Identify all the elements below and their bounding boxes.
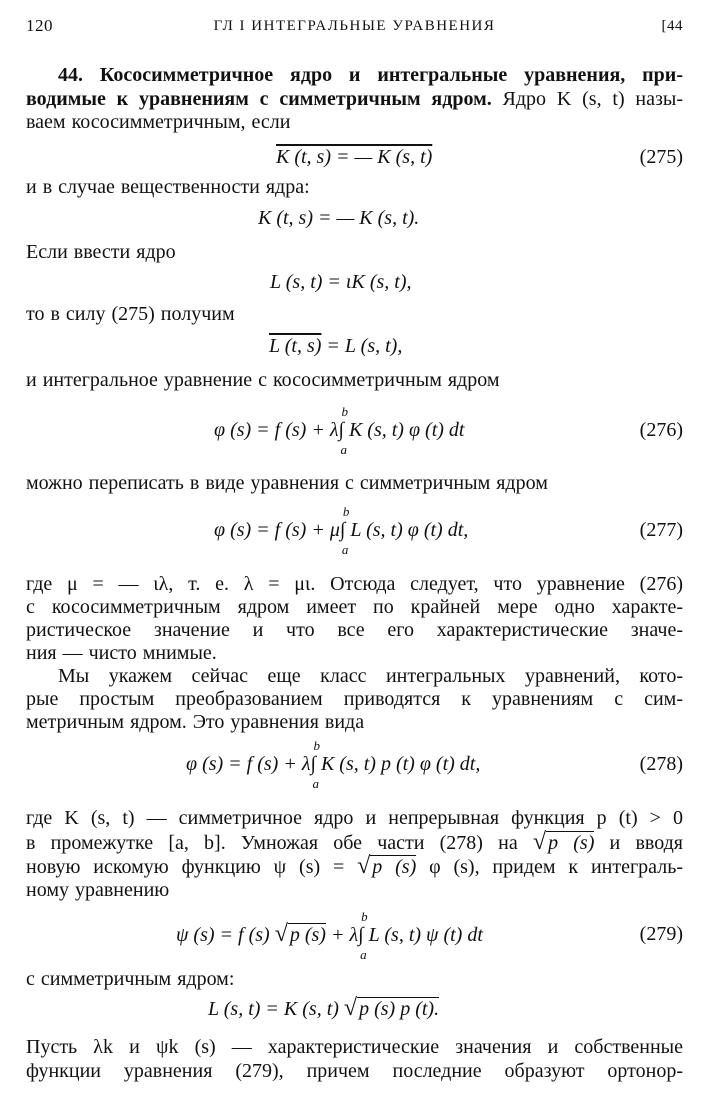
page-number: 120 (26, 16, 53, 35)
equation-278 (26, 738, 683, 792)
integral-sign: ∫ b a (339, 504, 350, 557)
integral-sign: ∫ b a (358, 909, 368, 962)
equation-body: K (t, s) = — K (s, t). (258, 207, 420, 229)
text-line: то в силу (275) получим (26, 303, 235, 325)
text-line: где μ = — ιλ, т. е. λ = μι. Отсюда следует, что уравнение (276) (26, 573, 683, 595)
integral-sign: ∫ b a (310, 738, 320, 791)
sqrt-expression: p (s) (548, 832, 595, 854)
section-heading-line-2 (26, 88, 683, 111)
text-line: Мы укажем сейчас еще класс интегральных уравнений, кото- (58, 665, 683, 687)
section-number: 44. (58, 64, 83, 86)
text-line: с кососимметричным ядром имеет по крайней мере одно характе- (26, 596, 683, 618)
text-line: рые простым преобразованием приводятся к уравнениям с сим- (26, 688, 683, 710)
equation-body: ψ (s) = f (s) √ p (s) + λ∫ b a L (s, t) ψ (t) dt (176, 909, 483, 962)
chapter-title: ГЛ I ИНТЕГРАЛЬНЫЕ УРАВНЕНИЯ (213, 18, 496, 34)
section-marker: [44 (661, 18, 683, 34)
section-title-part-1: Кососимметричное ядро и интегральные уравнения, при- (99, 64, 683, 86)
equation-L-conjugate (26, 334, 683, 374)
text-line: метричным ядром. Это уравнения вида (26, 711, 365, 733)
equation-body: L (t, s) = L (s, t), (269, 335, 403, 357)
text-line: ния — чисто мнимые. (26, 642, 217, 664)
text-line: ристическое значение и что все его характеристические значе- (26, 619, 683, 641)
section-title-part-2: водимые к уравнениям с симметричным ядром. (26, 88, 492, 110)
text-line: ваем кососимметричным, если (26, 111, 291, 133)
text-line: и в случае вещественности ядра: (26, 176, 310, 198)
equation-277 (26, 504, 683, 558)
equation-number: (276) (639, 419, 683, 441)
text-line: и интегральное уравнение с кососимметричным ядром (26, 369, 500, 391)
equation-real-kernel (26, 206, 683, 246)
text-line: в промежутке [a, b]. Умножая обе части (278) на √ p (s) и вводя (26, 829, 683, 855)
text-line: Если ввести ядро (26, 241, 176, 263)
text-line: ному уравнению (26, 879, 170, 901)
text-line: можно переписать в виде уравнения с симметричным ядром (26, 472, 548, 494)
equation-body: φ (s) = f (s) + μ∫ b a L (s, t) φ (t) dt, (214, 504, 469, 557)
text-line: функции уравнения (279), причем последние образуют ортонор- (26, 1060, 683, 1082)
equation-number: (279) (639, 923, 683, 945)
equation-number: (278) (639, 753, 683, 775)
equation-body: φ (s) = f (s) + λ∫ b a K (s, t) φ (t) dt (214, 404, 465, 457)
equation-276 (26, 404, 683, 458)
equation-number: (277) (639, 519, 683, 541)
equation-body: L (s, t) = K (s, t) √ p (s) p (t). (208, 995, 440, 1021)
equation-body: L (s, t) = ιK (s, t), (270, 271, 412, 293)
integral-sign: ∫ b a (338, 404, 348, 457)
equation-body: φ (s) = f (s) + λ∫ b a K (s, t) p (t) φ (t) dt, (186, 738, 481, 791)
equation-L-kernel (26, 996, 683, 1036)
equation-number: (275) (639, 146, 683, 168)
sqrt-expression: p (s) (372, 856, 417, 878)
running-header (26, 16, 683, 46)
equation-279 (26, 909, 683, 962)
text-line: Ядро K (s, t) назы- (491, 88, 683, 110)
section-heading-line-1 (26, 64, 683, 87)
text-line: Пусть λk и ψk (s) — характеристические значения и собственные (26, 1036, 683, 1058)
text-line: с симметричным ядром: (26, 968, 235, 990)
text-line: где K (s, t) — симметричное ядро и непрерывная функция p (t) > 0 (26, 807, 683, 829)
equation-body: K (t, s) = — K (s, t) (276, 146, 433, 168)
text-line: новую искомую функцию ψ (s) = √ p (s) φ (s), придем к интеграль- (26, 853, 683, 879)
